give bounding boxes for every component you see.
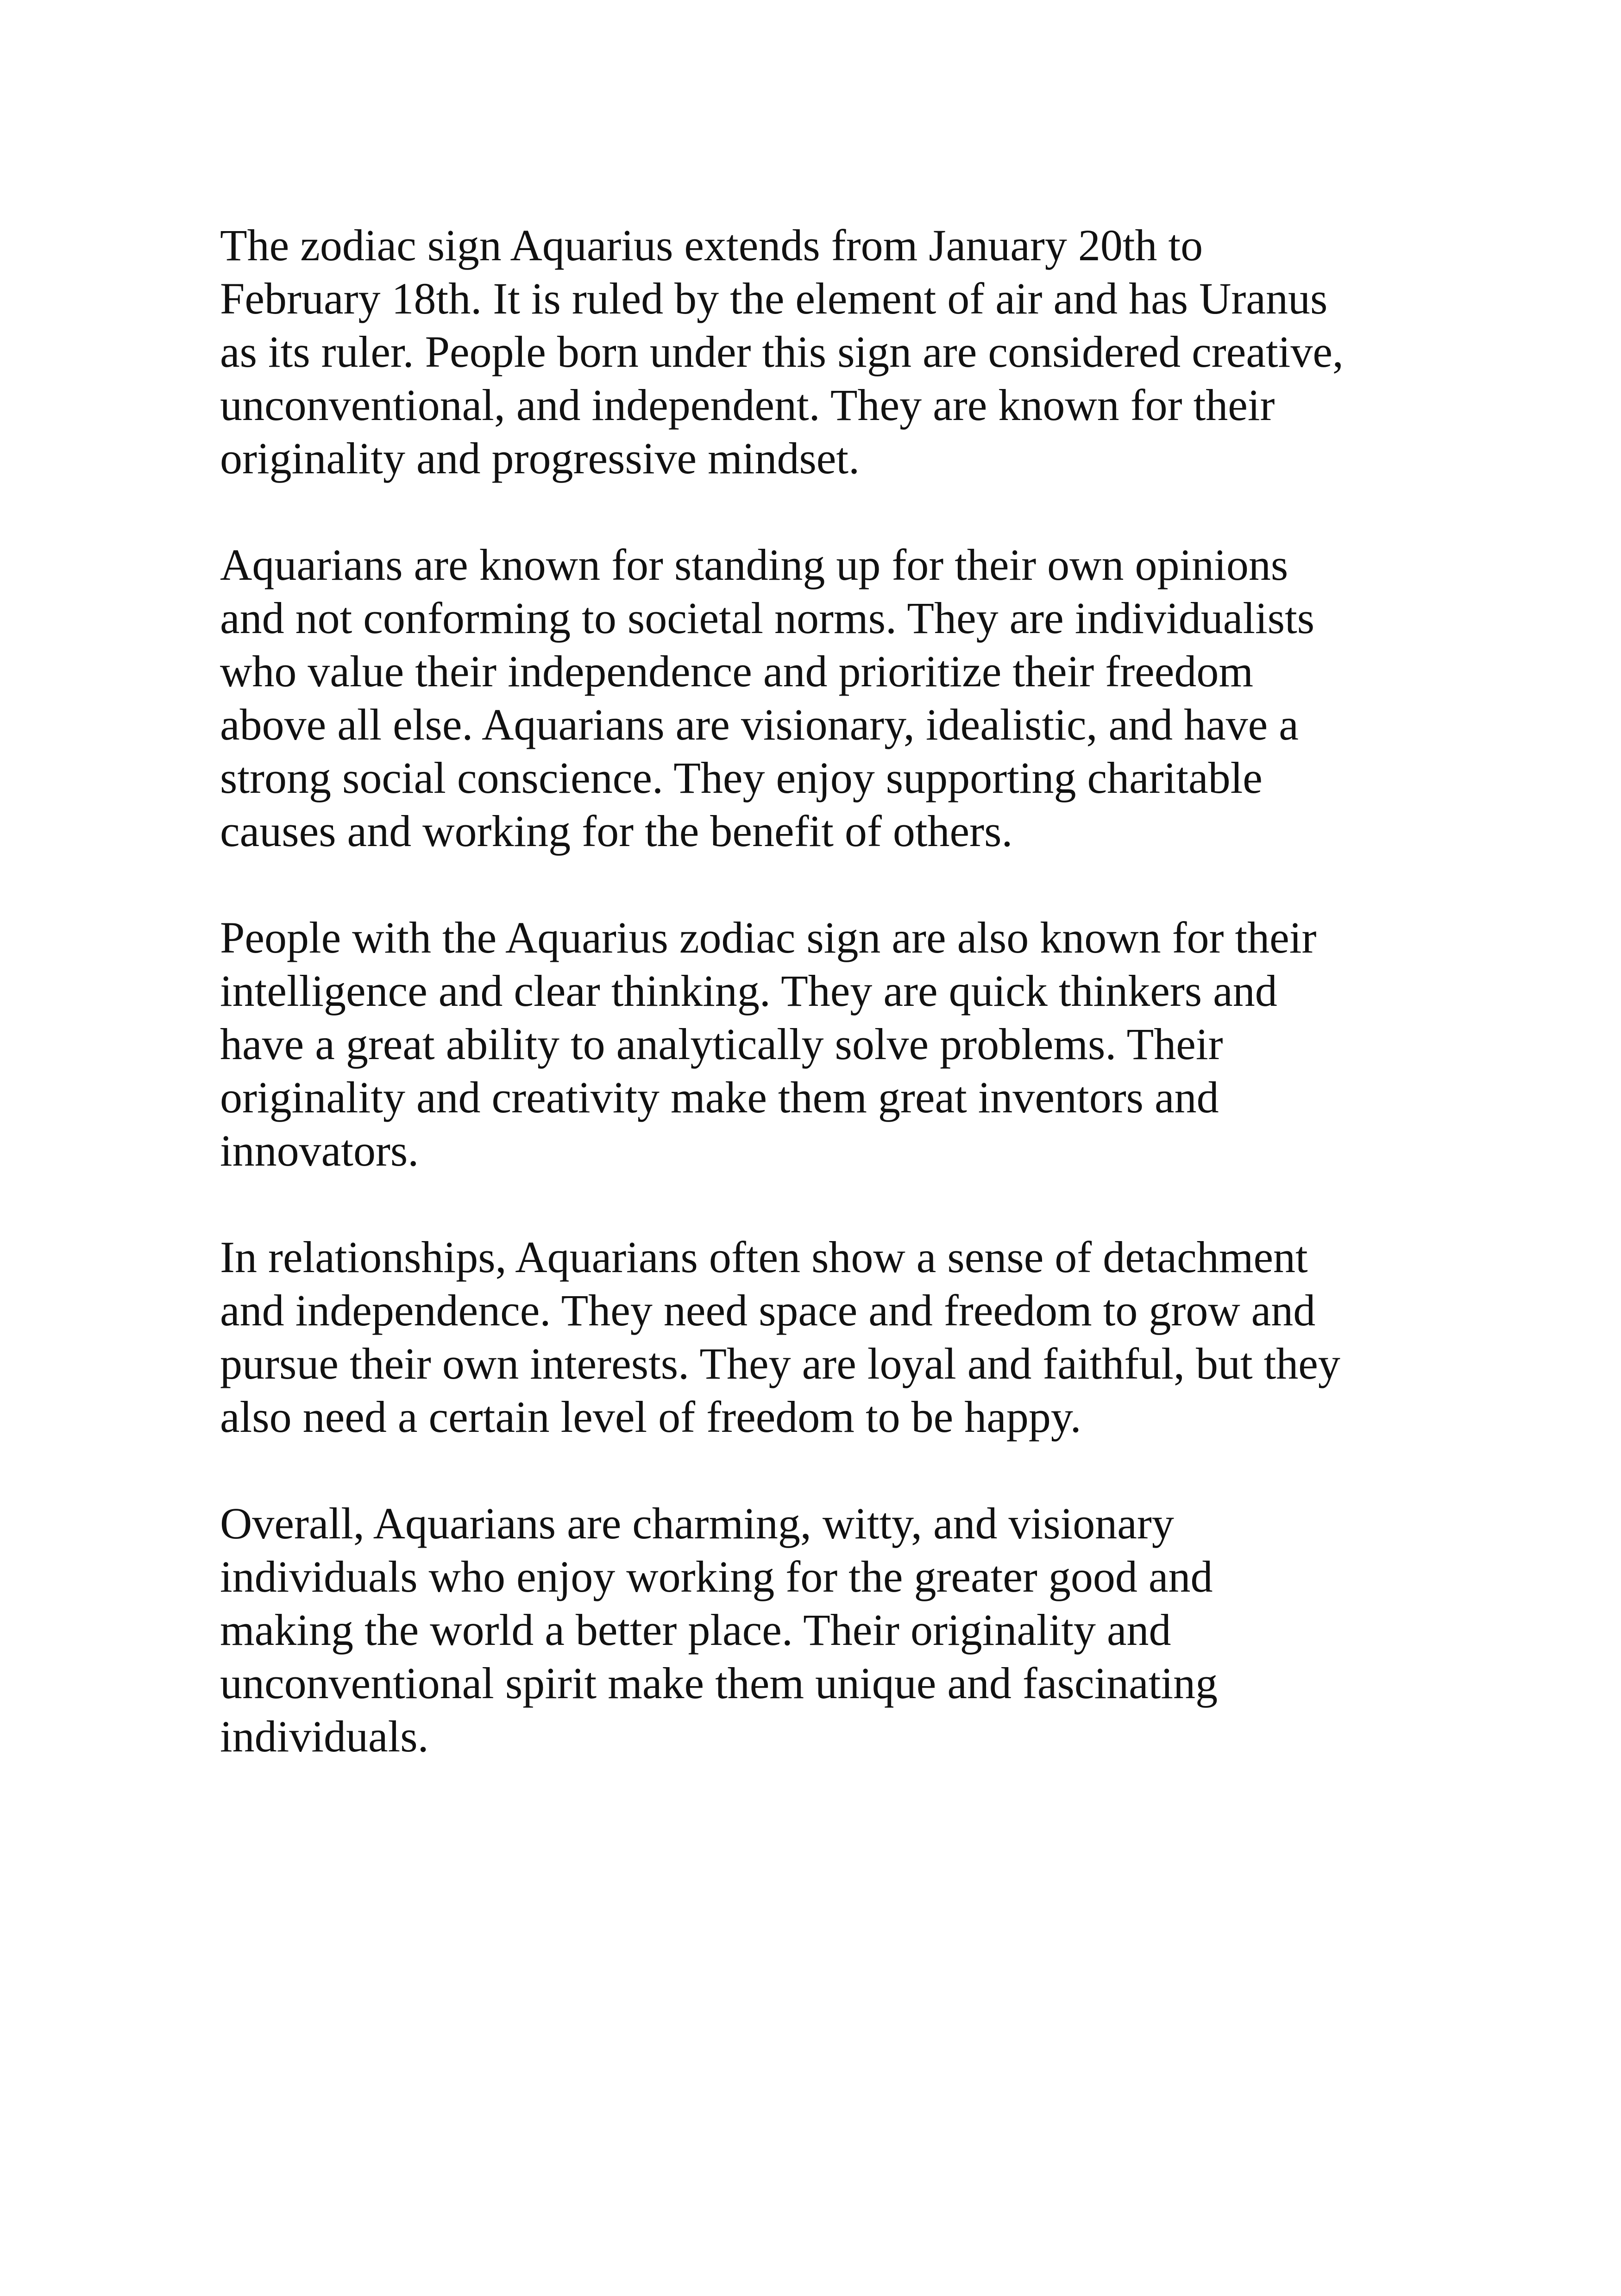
paragraph-zodiac-intro: The zodiac sign Aquarius extends from January 20th to February 18th. It is ruled by the element of air and has Uranus as its ruler. People born under this sign are considered creative, unconventional, and independent. They are known for their originality and progressive mindset.	[220, 220, 1344, 483]
paragraph-relationships: In relationships, Aquarians often show a sense of detachment and independence. They need space and freedom to grow and pursue their own interests. They are loyal and faithful, but they also need a certain level of freedom to be happy.	[220, 1232, 1340, 1442]
paragraph-intelligence: People with the Aquarius zodiac sign are also known for their intelligence and clear thinking. They are quick thinkers and have a great ability to analytically solve problems. Their originality and creativity make them great inventors and innovators.	[220, 913, 1317, 1175]
document-body	[220, 219, 1424, 1816]
paragraph-aquarian-traits: Aquarians are known for standing up for their own opinions and not conforming to societal norms. They are individualists who value their independence and prioritize their freedom above all else. Aquarians are visionary, idealistic, and have a strong social conscience. They enjoy supporting charitable causes and working for the benefit of others.	[220, 540, 1315, 856]
paragraph-overall: Overall, Aquarians are charming, witty, and visionary individuals who enjoy working for the greater good and making the world a better place. Their originality and unconventional spirit make them unique and fascinating individuals.	[220, 1499, 1218, 1761]
